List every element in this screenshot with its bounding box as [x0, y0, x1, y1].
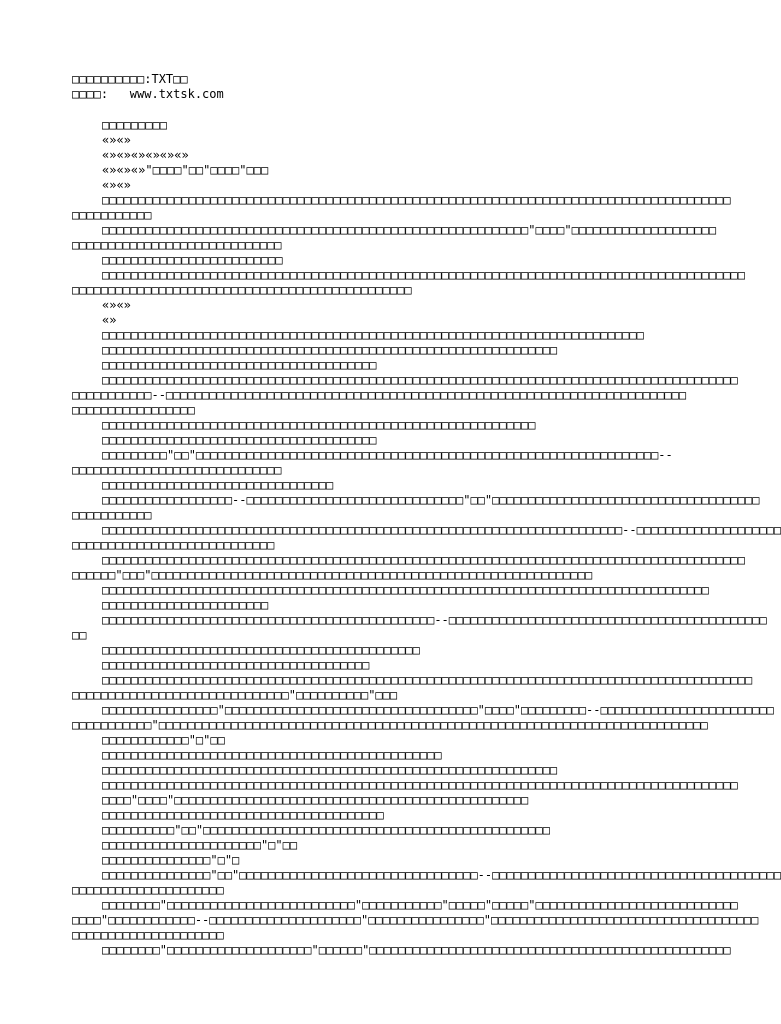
text-line: «»«» — [102, 298, 131, 312]
document-page — [72, 72, 781, 958]
text-line: □□□□□□□□□□"□□"□□□□□□□□□□□□□□□□□□□□□□□□□□□□□□□□□□□□□□□□□□□□□□□□ — [102, 823, 550, 837]
text-line: □□□□□□□□□□□□□□□□□□□□□□□□□□□□□ — [72, 463, 282, 477]
text-line: □□□□□□□□□□□□□□□□□□□□□□□□□□□□□□□□□□□□□□□□□□□□□□□□□□□□□□□□□□□□□□□□□□□□□□□□□□□ — [102, 328, 644, 342]
text-line: □□□□□□□□□□□□□□□□□□□□□□□□□□□□□□□□□□□□□□□□□□□□□□□□□□□□□□□□□□□□□□□□□□□□□□□□--□□□□□□□□□□□□□□□□□□□□ — [102, 523, 781, 537]
text-line: □□□□□□□□□□□□□□□□□□□□□□□□□□□□□□□□□□□□□□ — [102, 433, 377, 447]
text-line: □□□□□□□□□□□□□□□□□□□□□□□□□□□□□□□□□□□□□□□□□□□□□□□□□□□□□□□□□□□□□□□□□□□□□□□□□□□□□□□□□□□□□□□□□□ — [102, 673, 753, 687]
text-line: □□□□□□□□"□□□□□□□□□□□□□□□□□□□□"□□□□□□"□□□□□□□□□□□□□□□□□□□□□□□□□□□□□□□□□□□□□□□□□□□□□□□□□□ — [102, 943, 731, 957]
text-line: □□□□□□□□□□□□□□□□□□□□□□□□□□□□□□□□ — [102, 478, 334, 492]
text-line: «»«»«»"□□□□"□□"□□□□"□□□ — [102, 163, 269, 177]
website-line: □□□□: www.txtsk.com — [72, 87, 224, 101]
blank-line — [72, 102, 712, 118]
text-line: □□□□□□□□"□□□□□□□□□□□□□□□□□□□□□□□□□□"□□□□□□□□□□□"□□□□□"□□□□□"□□□□□□□□□□□□□□□□□□□□□□□□□□□□ — [102, 898, 738, 912]
text-line: □□□□□□□□□□□□□□□□□□□□□□□□□ — [102, 253, 283, 267]
text-line: □□□□"□□□□□□□□□□□□--□□□□□□□□□□□□□□□□□□□□□"□□□□□□□□□□□□□□□□"□□□□□□□□□□□□□□□□□□□□□□□□□□□□□□□□□□□□□ — [72, 913, 759, 927]
text-line: □□□□□□□□□□□ — [72, 208, 152, 222]
text-line: «» — [102, 313, 117, 327]
text-line: «»«» — [102, 133, 131, 147]
text-line: □□□□□□□□□□□□□□□□□□□□□□□□□□□□□□□□□□□□□□□□□□□□□□□ — [102, 748, 442, 762]
text-line: □□□□□□□□□□□□□□□"□□"□□□□□□□□□□□□□□□□□□□□□□□□□□□□□□□□□--□□□□□□□□□□□□□□□□□□□□□□□□□□□□□□□□□□□□□□□□ — [102, 868, 781, 882]
text-line: □□□□□□□□□□□□□□□□□□□□□□□□□□□□□□□□□□□□□□ — [102, 358, 377, 372]
source-line: □□□□□□□□□□:TXT□□ — [72, 72, 188, 86]
text-line: «»«»«»«»«»«» — [102, 148, 189, 162]
text-line: □□□□□□□□□□□□□□□□□□□□□□□□□□□□□□□□□□□□□□□□□□□□□□□□□□□□□□□□□□□□□□□□□□□□□□□□□□□□□□□□□□□□ — [102, 583, 709, 597]
text-line: □□□□□□□□□□□□□□□□□□□□□□□□□□□□□□"□□□□□□□□□□"□□□ — [72, 688, 398, 702]
text-line: □□□□□□□□□□□□□□□□□□□□□□□□□□□□□□□□□□□□□□□□□□□□□□□□□□□□□□□□□□□□□□□□□□□□□□□□□□□□□□□□□□□□□□□□ — [102, 373, 738, 387]
text-line: □□□□□□□□□□□□□□□□□□□□□□□□□□□□□□□□□□□□□□□□□□□□□□--□□□□□□□□□□□□□□□□□□□□□□□□□□□□□□□□□□□□□□□□□□□□ — [102, 613, 767, 627]
text-line: □□□□□□□□□□□--□□□□□□□□□□□□□□□□□□□□□□□□□□□□□□□□□□□□□□□□□□□□□□□□□□□□□□□□□□□□□□□□□□□□□□□□ — [72, 388, 687, 402]
text-line: □□□□□□□□□ — [102, 118, 168, 132]
text-line: □□□□□□"□□□"□□□□□□□□□□□□□□□□□□□□□□□□□□□□□□□□□□□□□□□□□□□□□□□□□□□□□□□□□□□□□ — [72, 568, 593, 582]
text-line: □□□□□□□□□□□□□□□□□□□□□□□□□□□□□□□□□□□□□□□□□□□□□□□□□□□□□□□□□□□□□□□ — [102, 763, 558, 777]
text-line: □□□□"□□□□"□□□□□□□□□□□□□□□□□□□□□□□□□□□□□□□□□□□□□□□□□□□□□□□□□ — [102, 793, 529, 807]
text-line: □□□□□□□□□□□□□□□□□□□□□□□□□□□□□□□□□□□□□□□□□□□□□□□□□□□□□□□□□□□□□□□□□□□□□□□□□□□□□□□□□□□□□□□ — [102, 193, 731, 207]
text-line: □□□□□□□□□□□□□□□□□□□□□□□□□□□□□□□□□□□□□□□□□□□□ — [102, 643, 420, 657]
text-line: □□ — [72, 628, 87, 642]
document-body — [72, 118, 781, 958]
text-line: □□□□□□□□□□□□□□□□□□□□□ — [72, 928, 224, 942]
text-line: □□□□□□□□□□□□□□□□□□□□□□□□□□□□□□□□□□□□□□□□□□□□□□□ — [72, 283, 412, 297]
text-line: □□□□□□□□□□□□□□□□□□□□□□□□□□□□□□□□□□□□□□□ — [102, 808, 384, 822]
text-line: □□□□□□□□□"□□"□□□□□□□□□□□□□□□□□□□□□□□□□□□□□□□□□□□□□□□□□□□□□□□□□□□□□□□□□□□□□□□□-- — [102, 448, 673, 462]
text-line: □□□□□□□□□□□□"□"□□ — [102, 733, 225, 747]
text-line: □□□□□□□□□□□□□□□□□□□□□ — [72, 883, 224, 897]
text-line: □□□□□□□□□□□□□□□□□□--□□□□□□□□□□□□□□□□□□□□□□□□□□□□□□"□□"□□□□□□□□□□□□□□□□□□□□□□□□□□□□□□□□□□□□□ — [102, 493, 760, 507]
text-line: □□□□□□□□□□□ — [72, 508, 152, 522]
text-line: □□□□□□□□□□□□□□□□□□□□□□□□□□□□□□□□□□□□□□□□□□□□□□□□□□□□□□□□□□□"□□□□"□□□□□□□□□□□□□□□□□□□□ — [102, 223, 717, 237]
text-line: □□□□□□□□□□□□□□□"□"□ — [102, 853, 240, 867]
text-line: □□□□□□□□□□□□□□□□□ — [72, 403, 195, 417]
text-line: «»«» — [102, 178, 131, 192]
text-line: □□□□□□□□□□□□□□□□□□□□□□□□□□□□□□□□□□□□□□□□□□□□□□□□□□□□□□□□□□□□□□□ — [102, 343, 558, 357]
text-line: □□□□□□□□□□□□□□□□□□□□□□□□□□□□□□□□□□□□□ — [102, 658, 370, 672]
text-line: □□□□□□□□□□□□□□□□□□□□□□□□□□□□□□□□□□□□□□□□□□□□□□□□□□□□□□□□□□□□ — [102, 418, 536, 432]
text-line: □□□□□□□□□□□□□□□□□□□□□□□□□□□□□□□□□□□□□□□□□□□□□□□□□□□□□□□□□□□□□□□□□□□□□□□□□□□□□□□□□□□□□□□□□ — [102, 268, 745, 282]
text-line: □□□□□□□□□□□"□□□□□□□□□□□□□□□□□□□□□□□□□□□□□□□□□□□□□□□□□□□□□□□□□□□□□□□□□□□□□□□□□□□□□□□□□□□□ — [72, 718, 708, 732]
text-line: □□□□□□□□□□□□□□□□□□□□□□□ — [102, 598, 269, 612]
text-line: □□□□□□□□□□□□□□□□□□□□□□□□□□□□□ — [72, 238, 282, 252]
text-line: □□□□□□□□□□□□□□□□□□□□□□□□□□□□□□□□□□□□□□□□□□□□□□□□□□□□□□□□□□□□□□□□□□□□□□□□□□□□□□□□□□□□□□□□□ — [102, 553, 745, 567]
text-line: □□□□□□□□□□□□□□□□"□□□□□□□□□□□□□□□□□□□□□□□□□□□□□□□□□□□"□□□□"□□□□□□□□□--□□□□□□□□□□□□□□□□□□□□□□□□ — [102, 703, 774, 717]
text-line: □□□□□□□□□□□□□□□□□□□□□□"□"□□ — [102, 838, 298, 852]
text-line: □□□□□□□□□□□□□□□□□□□□□□□□□□□□ — [72, 538, 275, 552]
text-line: □□□□□□□□□□□□□□□□□□□□□□□□□□□□□□□□□□□□□□□□□□□□□□□□□□□□□□□□□□□□□□□□□□□□□□□□□□□□□□□□□□□□□□□□ — [102, 778, 738, 792]
